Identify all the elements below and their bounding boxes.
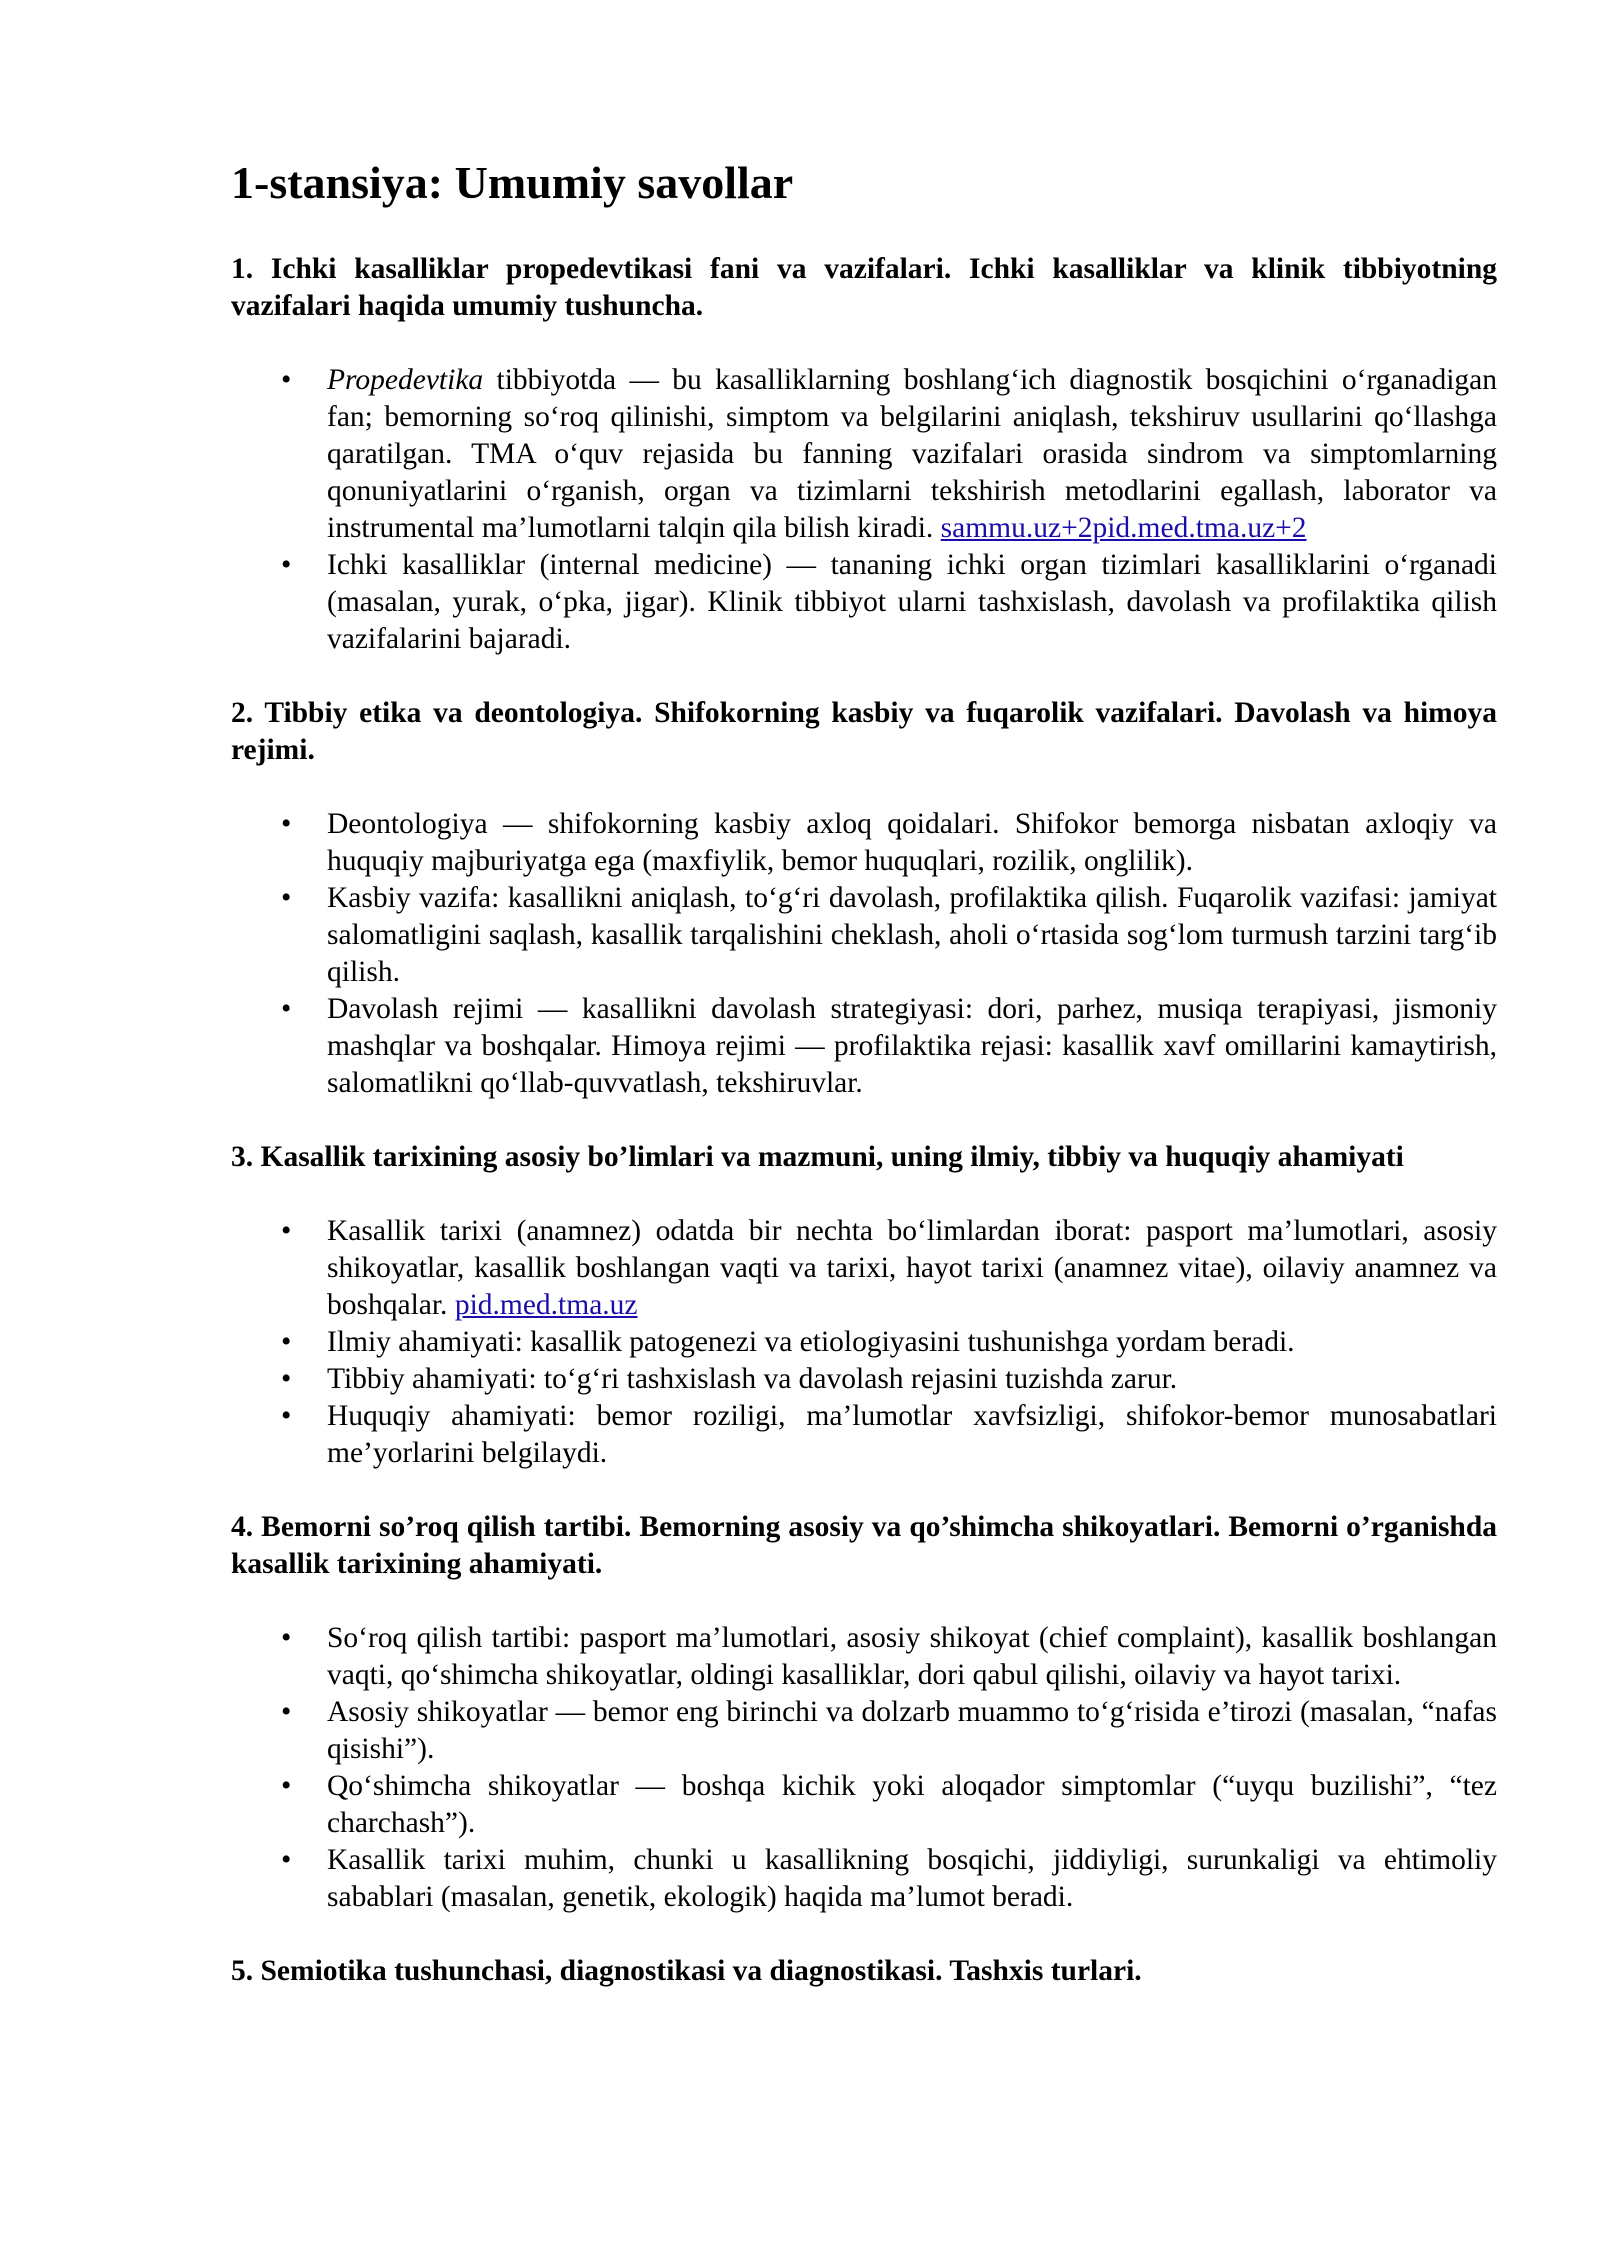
section-4 [231,1509,1497,1916]
list-item-text: Deontologiya — shifokorning kasbiy axloq qoidalari. Shifokor bemorga nisbatan axloqiy va huquqiy majburiyatga ega (maxfiylik, bemor huquqlari, rozilik, onglilik). [327,808,1497,877]
list-item [231,1842,1497,1916]
list-item [231,1620,1497,1694]
section-1 [231,251,1497,658]
list-item-text: tibbiyotda — bu kasalliklarning boshlang‘ich diagnostik bosqichini o‘rganadigan fan; bemorning so‘roq qilinishi, simptom va belgilarini aniqlash, tekshiruv usullarini qo‘llashga qaratilgan. TMA o‘quv rejasida bu fanning vazifalari orasida sindrom va simptomlarning qonuniyatlarini o‘rganish, organ va tizimlarni tekshirish metodlarini egallash, laborator va instrumental ma’lumotlarni talqin qila bilish kiradi. [327,364,1497,544]
bullet-list [231,362,1497,658]
page-title: 1-stansiya: Umumiy savollar [231,157,794,208]
list-item [231,547,1497,658]
list-item-text: Ichki kasalliklar (internal medicine) — tananing ichki organ tizimlari kasalliklarini o‘rganadi (masalan, yurak, o‘pka, jigar). Klinik tibbiyot ularni tashxislash, davolash va profilaktika qilish vazifalarini bajaradi. [327,549,1497,655]
list-item-text: Ilmiy ahamiyati: kasallik patogenezi va etiologiyasini tushunishga yordam beradi. [327,1326,1295,1358]
list-item [231,1213,1497,1324]
list-item-text: Kasbiy vazifa: kasallikni aniqlash, to‘g‘ri davolash, profilaktika qilish. Fuqarolik vazifasi: jamiyat salomatligini saqlash, kasallik tarqalishini cheklash, aholi o‘rtasida sog‘lom turmush tarzini targ‘ib qilish. [327,882,1497,988]
section-heading: 3. Kasallik tarixining asosiy bo’limlari va mazmuni, uning ilmiy, tibbiy va huquqiy ahamiyati [231,1141,1404,1173]
list-item [231,1398,1497,1472]
list-item-text: Qo‘shimcha shikoyatlar — boshqa kichik yoki aloqador simptomlar (“uyqu buzilishi”, “tez charchash”). [327,1770,1497,1839]
section-heading: 2. Tibbiy etika va deontologiya. Shifokorning kasbiy va fuqarolik vazifalari. Davolash va himoya rejimi. [231,697,1497,766]
section-heading: 1. Ichki kasalliklar propedevtikasi fani va vazifalari. Ichki kasalliklar va klinik tibbiyotning vazifalari haqida umumiy tushuncha. [231,253,1497,322]
list-item [231,1361,1497,1398]
list-item [231,991,1497,1102]
list-item [231,880,1497,991]
list-item-text: So‘roq qilish tartibi: pasport ma’lumotlari, asosiy shikoyat (chief complaint), kasallik boshlangan vaqti, qo‘shimcha shikoyatlar, oldingi kasalliklar, dori qabul qilishi, oilaviy va hayot tarixi. [327,1622,1497,1691]
bullet-list [231,1213,1497,1472]
list-item-text: Kasallik tarixi (anamnez) odatda bir nechta bo‘limlardan iborat: pasport ma’lumotlari, asosiy shikoyatlar, kasallik boshlangan vaqti va tarixi, hayot tarixi (anamnez vitae), oilaviy anamnez va boshqalar. [327,1215,1497,1321]
section-heading: 5. Semiotika tushunchasi, diagnostikasi va diagnostikasi. Tashxis turlari. [231,1955,1142,1987]
list-item-text: Davolash rejimi — kasallikni davolash strategiyasi: dori, parhez, musiqa terapiyasi, jismoniy mashqlar va boshqalar. Himoya rejimi — profilaktika rejasi: kasallik xavf omillarini kamaytirish, salomatlikni qo‘llab-quvvatlash, tekshiruvlar. [327,993,1497,1099]
bullet-list [231,806,1497,1102]
list-item [231,1694,1497,1768]
list-item [231,1768,1497,1842]
section-5 [231,1953,1497,1990]
source-link[interactable]: sammu.uz+2pid.med.tma.uz+2 [940,512,1307,544]
section-3 [231,1139,1497,1472]
emphasized-term: Propedevtika [327,364,484,396]
list-item-text: Asosiy shikoyatlar — bemor eng birinchi va dolzarb muammo to‘g‘risida e’tirozi (masalan, “nafas qisishi”). [327,1696,1497,1765]
list-item-text: Huquqiy ahamiyati: bemor roziligi, ma’lumotlar xavfsizligi, shifokor-bemor munosabatlari me’yorlarini belgilaydi. [327,1400,1497,1469]
source-link[interactable]: pid.med.tma.uz [454,1289,638,1321]
list-item [231,1324,1497,1361]
list-item-text: Kasallik tarixi muhim, chunki u kasallikning bosqichi, jiddiyligi, surunkaligi va ehtimoliy sabablari (masalan, genetik, ekologik) haqida ma’lumot beradi. [327,1844,1497,1913]
section-heading: 4. Bemorni so’roq qilish tartibi. Bemorning asosiy va qo’shimcha shikoyatlari. Bemorni o’rganishda kasallik tarixining ahamiyati. [231,1511,1497,1580]
section-2 [231,695,1497,1102]
list-item [231,362,1497,547]
bullet-list [231,1620,1497,1916]
list-item [231,806,1497,880]
list-item-text: Tibbiy ahamiyati: to‘g‘ri tashxislash va davolash rejasini tuzishda zarur. [327,1363,1178,1395]
